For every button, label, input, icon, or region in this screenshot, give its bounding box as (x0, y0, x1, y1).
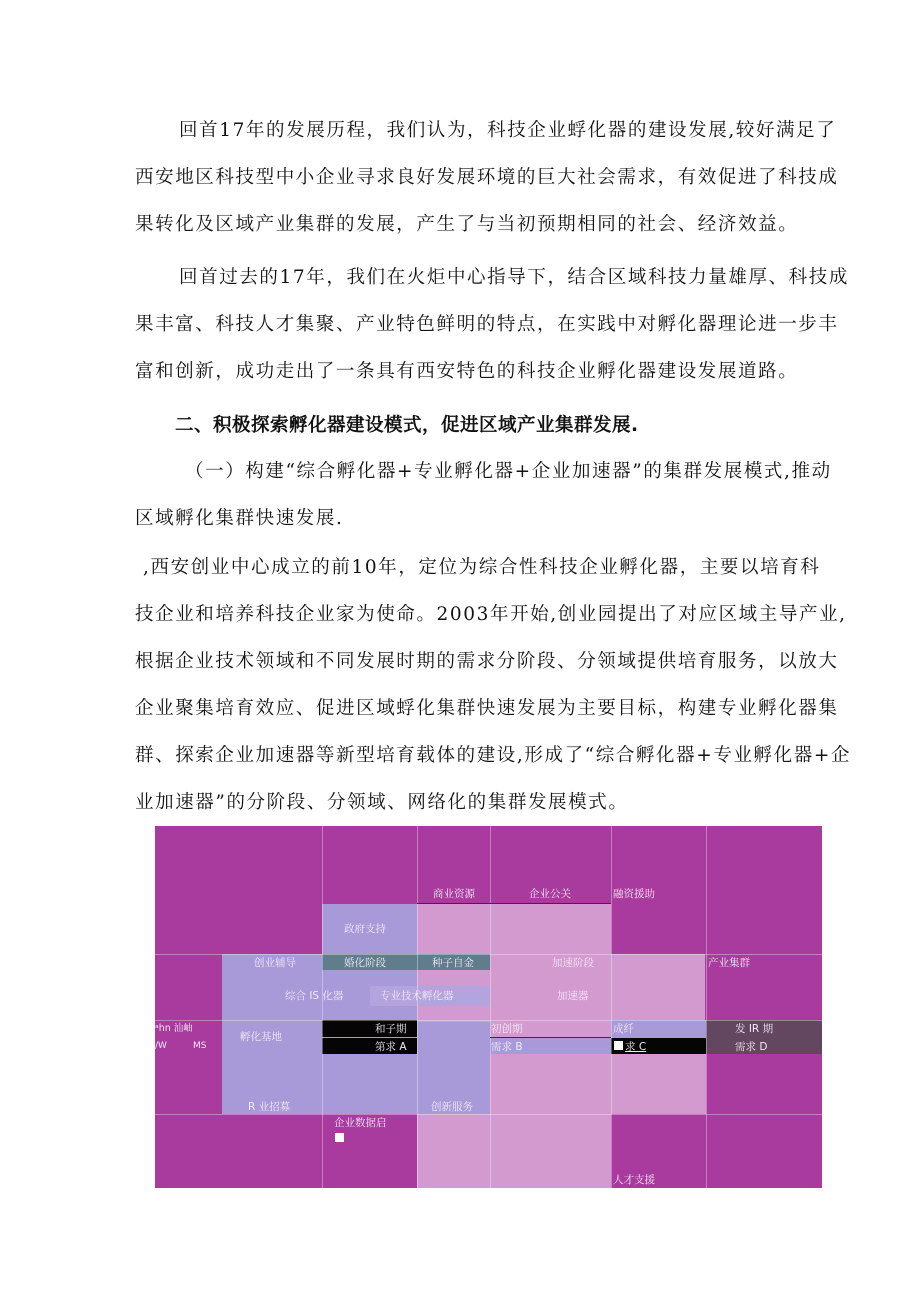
paragraph-line: 果转化及区域产业集群的发展，产生了与当初预期相同的社会、经济效益。 (135, 214, 799, 235)
label-left-w: /W (155, 1041, 167, 1051)
label-zhengfu: 政府支持 (344, 923, 386, 935)
label-xuqiu-b: 需求 B (491, 1041, 523, 1053)
label-xuqiu-a: 第求 A (375, 1041, 407, 1053)
grid-line (155, 1114, 822, 1115)
label-shujv: 企业数据启 (334, 1117, 387, 1129)
grid-line (706, 826, 707, 1188)
label-xuqiu-c: 求 C (625, 1041, 647, 1053)
paragraph-line: 区域孵化集群快速发展. (135, 508, 344, 529)
grid-line (490, 826, 491, 1188)
paragraph-2 (135, 254, 847, 395)
label-left-top: ᵃhn 汕岫 (155, 1023, 193, 1034)
label-shangye: 商业资源 (433, 888, 475, 900)
paragraph-line: （一）构建“综合孵化器+专业孵化器+企业加速器”的集群发展模式,推动 (185, 461, 832, 482)
paragraph-line: 富和创新，成功走出了一条具有西安特色的科技企业孵化器建设发展道路。 (135, 361, 799, 382)
square-marker (614, 1041, 623, 1050)
incubator-cluster-diagram (155, 826, 822, 1188)
paragraph-line: 企业聚集培育效应、促进区域蜉化集群快速发展为主要目标，构建专业孵化器集 (135, 698, 839, 719)
grid-line (322, 826, 323, 1188)
paragraph-1 (135, 107, 847, 248)
grid-line (490, 1037, 611, 1038)
grid-line (155, 954, 822, 955)
grid-line (155, 1020, 822, 1021)
square-marker (335, 1133, 344, 1142)
paragraph-line: ,西安创业中心成立的前10年，定位为综合性科技企业孵化器，主要以培育科 (143, 557, 821, 578)
label-rencai: 人才支援 (613, 1174, 655, 1186)
paragraph-line: 西安地区科技型中小企业寻求良好发展环境的巨大社会需求，有效促进了科技成 (135, 167, 839, 188)
label-jiasuqi: 加速器 (557, 990, 589, 1002)
paragraph-line: 回首17年的发展历程，我们认为，科技企业蜉化器的建设发展,较好满足了 (179, 120, 837, 141)
cell-pink-lowright (611, 1054, 706, 1114)
label-zhuanye: 专业技术孵化器 (380, 990, 454, 1002)
paragraph-line: 群、探索企业加速器等新型培育载体的建设,形成了“综合孵化器+专业孵化器+企 (135, 745, 852, 766)
label-chuangxin: 创新服务 (431, 1101, 473, 1113)
label-zonghe: 综合 IS 化器 (285, 990, 344, 1002)
label-chengqian: 成纤 (613, 1023, 634, 1035)
label-chanye: 产业集群 (708, 957, 750, 969)
label-left-ms: MS (193, 1041, 207, 1051)
paragraph-line: 根据企业技术领域和不同发展时期的需求分阶段、分领域提供培育服务，以放大 (135, 651, 839, 672)
label-jiasu-stage: 加速阶段 (552, 957, 594, 969)
label-xuqiu-d: 需求 D (735, 1041, 768, 1053)
paragraph-line: 技企业和培养科技企业家为使命。2003年开始,创业园提出了对应区域主导产业, (135, 604, 847, 625)
cell-pink-top (417, 904, 611, 954)
label-zhongzi: 种子自金 (432, 957, 474, 969)
label-jidi: 孵化基地 (240, 1031, 282, 1043)
body-paragraph (135, 544, 852, 826)
grid-line (417, 826, 418, 1188)
section-heading: 二、积极探索孵化器建设模式，促进区域产业集群发展. (175, 415, 639, 436)
label-hezi: 和子期 (375, 1023, 407, 1035)
label-fa-ir: 发 IR 期 (735, 1023, 774, 1035)
grid-line (611, 826, 612, 1188)
label-zhaomu: R 业招募 (248, 1101, 291, 1113)
subsection-paragraph (135, 448, 847, 542)
grid-line (417, 903, 611, 904)
label-chuangye: 创业辅导 (254, 957, 296, 969)
paragraph-line: 回首过去的17年，我们在火炬中心指导下，结合区域科技力量雄厚、科技成 (179, 267, 849, 288)
label-fuhua-stage: 婚化阶段 (344, 957, 386, 969)
paragraph-line: 果丰富、科技人才集聚、产业特色鲜明的特点，在实践中对孵化器理论进一步丰 (135, 314, 839, 335)
label-chuchuang: 初创期 (491, 1023, 523, 1035)
label-qiye-gonggong: 企业公关 (529, 888, 571, 900)
paragraph-line: 业加速器”的分阶段、分领域、网络化的集群发展模式。 (135, 792, 629, 813)
cell-pink-lower (417, 1114, 611, 1188)
label-rongzi: 融资援助 (613, 888, 655, 900)
